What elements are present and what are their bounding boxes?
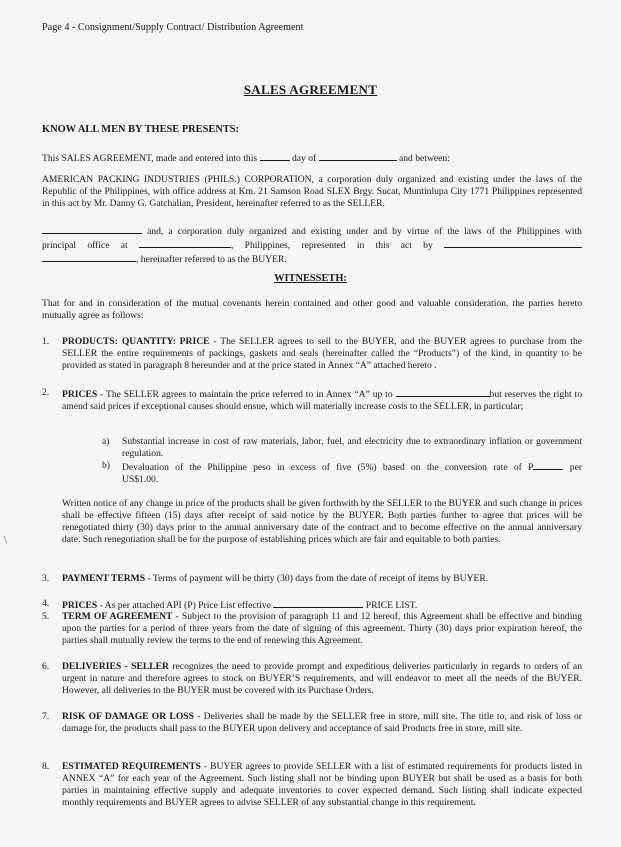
item-text: - The SELLER agrees to sell to the BUYER, and the BUYER agrees to purchase from the SELLER the entire requirements of packings, gaskets and seals (hereinafter called the “Products”) of the kind, in quantity to be provided as stated in paragraph 8 hereunder and at the price stated in Annex “A” attached hereto . xyxy=(62,336,583,371)
item-estimated-requirements xyxy=(62,761,582,809)
blank-month xyxy=(319,151,397,161)
margin-mark: \ xyxy=(4,535,7,546)
item-number: 6. xyxy=(42,661,50,672)
buyer-text-b2: , Philippines, represented in this act by xyxy=(230,240,433,251)
item-heading: PRICES xyxy=(62,389,98,400)
opening-text-3: and between: xyxy=(399,153,450,164)
item-heading: PAYMENT TERMS xyxy=(62,573,146,584)
item-text: - Subject to the provision of paragraph 11 and 12 hereof, this Agreement shall be effective and binding upon the parties for a period of three years from the date of signing of this agreement. Thirty (30) days prior expiration hereof, the parties shall mutually review the terms to the end of renewing this Agreement. xyxy=(62,611,582,646)
sub-b-text-a: Devaluation of the Philippine peso in excess of five (5%) based on the conversion rate of xyxy=(122,462,522,473)
buyer-text-a: and, a corporation duly organized and existing under and by virtue of the laws of the Philippines with xyxy=(147,226,582,237)
sub-item-a: Substantial increase in cost of raw materials, labor, fuel, and electricity due to extraordinary inflation or government regulation. xyxy=(122,436,582,459)
item-text-b: PRICE LIST. xyxy=(365,600,418,611)
blank-office xyxy=(139,238,231,248)
opening-text-1: This SALES AGREEMENT, made and entered into this xyxy=(42,153,258,164)
intro-paragraph: That for and in consideration of the mutual covenants herein contained and other good and valuable consideration, the parties hereto mutually agree as follows: xyxy=(42,298,582,321)
item-prices xyxy=(62,387,582,413)
page-header: Page 4 - Consignment/Supply Contract/ Distribution Agreement xyxy=(42,22,304,33)
item-heading: RISK OF DAMAGE OR LOSS xyxy=(62,711,194,722)
blank-buyer-rep xyxy=(42,252,136,262)
sub-item-label: b) xyxy=(102,460,110,471)
item-number: 4. xyxy=(42,598,50,609)
witnesseth-heading: WITNESSETH: xyxy=(274,273,347,284)
blank-effective-date xyxy=(273,598,363,608)
buyer-text-c: , hereinafter referred to as the BUYER. xyxy=(136,254,287,265)
item-number: 8. xyxy=(42,761,50,772)
item-number: 3. xyxy=(42,573,50,584)
blank-day xyxy=(260,151,290,161)
item-heading: DELIVERIES - SELLER xyxy=(62,661,169,672)
item-deliveries xyxy=(62,661,582,697)
item-payment-terms xyxy=(62,573,582,585)
item-term-of-agreement xyxy=(62,611,582,647)
opening-text-2: day of xyxy=(291,153,317,164)
item-number: 2. xyxy=(42,387,50,398)
item-risk-of-damage xyxy=(62,711,582,735)
item-heading: TERM OF AGREEMENT xyxy=(62,611,173,622)
opening-line xyxy=(42,151,582,165)
item-text-a: - The SELLER agrees to maintain the price referred to in Annex “A” up to xyxy=(97,389,393,400)
item-heading: PRODUCTS: QUANTITY: PRICE xyxy=(62,336,210,347)
blank-price-date xyxy=(396,387,490,397)
item-heading: ESTIMATED REQUIREMENTS xyxy=(62,761,201,772)
item-products xyxy=(62,336,582,372)
buyer-paragraph xyxy=(42,224,582,266)
blank-representative xyxy=(444,238,582,248)
sub-b-text-b: P xyxy=(528,462,534,473)
item-text: recognizes the need to provide prompt and expeditious deliveries particularly in regards to orders of an urgent in nature and therefore agrees to stock on BUYER’S requirements, and will endeavor to meet all the needs of the BUYER. However, all deliveries to the BUYER must be covered with its Purchase Orders. xyxy=(62,661,582,696)
sub-b-text-c: per xyxy=(569,462,583,473)
item-text: - Terms of payment will be thirty (30) days from the date of receipt of items by BUYER. xyxy=(145,573,489,584)
item-number: 5. xyxy=(42,611,50,622)
item-number: 1. xyxy=(42,336,50,347)
sub-item-b xyxy=(122,460,582,486)
item-text-b: but reserves the right to amend said prices if exceptional causes should ensue, which will materially increase costs to the SELLER, in particular; xyxy=(62,389,582,412)
know-all-heading: KNOW ALL MEN BY THESE PRESENTS: xyxy=(42,124,239,135)
blank-buyer-name xyxy=(42,224,142,234)
seller-paragraph: AMERICAN PACKING INDUSTRIES (PHILS.) CORPORATION, a corporation duly organized and existing under the laws of the Republic of the Philippines, with office address at Km. 21 Samson Road SLEX Brgy. Sucat, Muntinlupa City 1771 Philippines represented in this act by Mr. Danny G. Gatchalian, President, hereinafter referred to as the SELLER. xyxy=(42,174,582,209)
item-price-list xyxy=(62,598,582,612)
item-text: - Deliveries shall be made by the SELLER free in store, mill site. The title to, and risk of loss or damage for, the products shall pass to the BUYER upon delivery and acceptance of said Products free in store, mill site. xyxy=(62,711,582,734)
written-notice-paragraph: Written notice of any change in price of the products shall be given forthwith by the SELLER to the BUYER and such change in prices shall be effective fifteen (15) days after receipt of said notice by the BUYER. Both parties further to agree that prices will be renegotiated thirty (30) days prior to the annual anniversary date of the contract and to become effective on the annual anniversary date. Such renegotiation shall be for the purpose of establishing prices which are fair and equitable to both parties. xyxy=(62,498,582,545)
item-number: 7. xyxy=(42,711,50,722)
item-heading: PRICES xyxy=(62,600,98,611)
item-text-a: - As per attached API (P) Price List effective xyxy=(97,600,271,611)
item-text: - BUYER agrees to provide SELLER with a list of estimated requirements for products listed in ANNEX “A” for each year of the Agreement. Such listing shall not be binding upon BUYER but shall be used as a basis for both parties in maintaining effective supply and adequate inventories to cover expected demand. Such listing shall indicate expected monthly requirements and BUYER agrees to advise SELLER of any substantial change in this requirement. xyxy=(62,761,582,808)
document-title: SALES AGREEMENT xyxy=(243,82,378,97)
sub-b-text-d: US$1.00. xyxy=(122,474,159,485)
blank-rate xyxy=(533,460,563,470)
buyer-text-b1: principal office at xyxy=(42,240,128,251)
sub-item-label: a) xyxy=(102,436,110,447)
